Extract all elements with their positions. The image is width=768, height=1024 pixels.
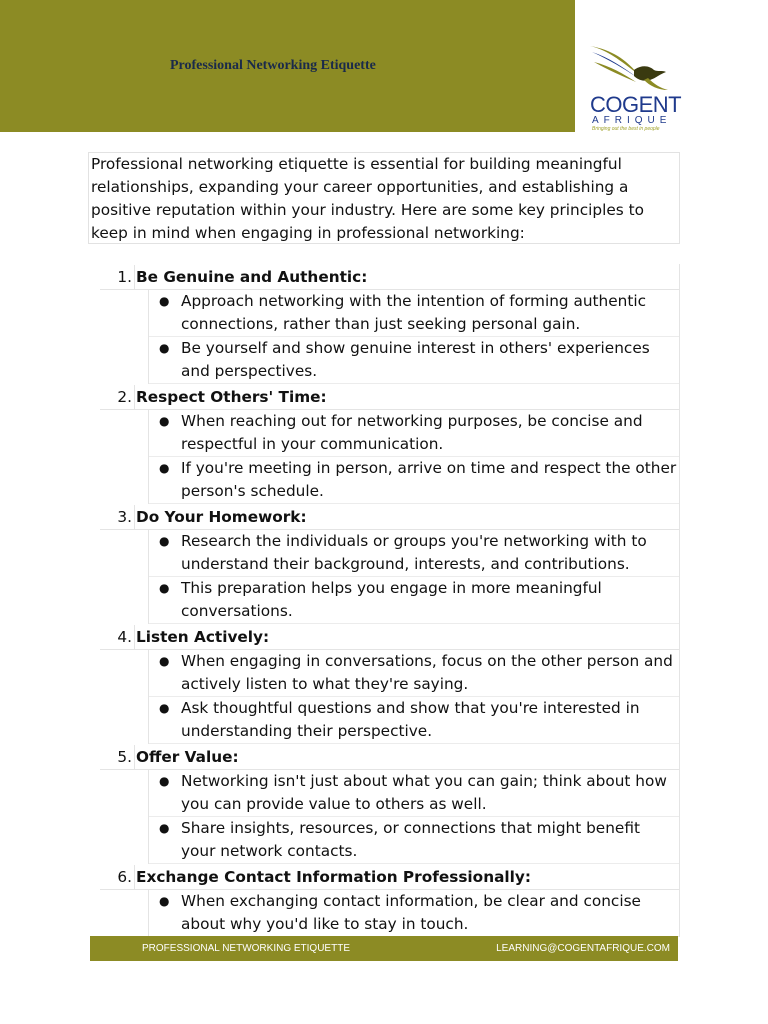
bullet-icon: ●	[159, 461, 170, 475]
bullet-icon: ●	[159, 654, 170, 668]
section-number: 1.	[117, 267, 132, 286]
header-band	[0, 0, 575, 132]
logo-tagline: Bringing out the best in people	[592, 126, 660, 132]
logo-sub: AFRIQUE	[592, 115, 672, 126]
logo-word: COGENT	[590, 92, 682, 117]
principles-list	[100, 264, 680, 937]
section-number: 4.	[117, 627, 132, 646]
section-number: 6.	[117, 867, 132, 886]
section-number: 2.	[117, 387, 132, 406]
bullet-icon: ●	[159, 774, 170, 788]
list-item: ● Networking isn't just about what you can gain; think about how you can provide value to others as well.	[149, 770, 679, 817]
section	[100, 864, 680, 937]
bird-wings-icon	[588, 40, 678, 94]
bullet-list	[148, 410, 680, 504]
bullet-icon: ●	[159, 294, 170, 308]
footer-bar	[90, 936, 678, 961]
section	[100, 384, 680, 504]
section-heading	[100, 864, 680, 890]
bullet-list	[148, 650, 680, 744]
footer-title: PROFESSIONAL NETWORKING ETIQUETTE	[142, 943, 350, 954]
section-title: Exchange Contact Information Professionally:	[134, 865, 531, 889]
section-title: Do Your Homework:	[134, 505, 307, 529]
bullet-icon: ●	[159, 581, 170, 595]
list-item: ● If you're meeting in person, arrive on time and respect the other person's schedule.	[149, 457, 679, 504]
section-title: Respect Others' Time:	[134, 385, 327, 409]
bullet-icon: ●	[159, 341, 170, 355]
section-heading	[100, 744, 680, 770]
section-heading	[100, 264, 680, 290]
intro-paragraph: Professional networking etiquette is essential for building meaningful relationships, expanding your career opportunities, and establishing a positive reputation within your industry. Here are some key principles to keep in mind when engaging in professional networking:	[88, 152, 680, 244]
bullet-icon: ●	[159, 534, 170, 548]
section-title: Listen Actively:	[134, 625, 269, 649]
section-title: Be Genuine and Authentic:	[134, 265, 367, 289]
bullet-list	[148, 770, 680, 864]
section	[100, 744, 680, 864]
bullet-icon: ●	[159, 701, 170, 715]
section-number: 5.	[117, 747, 132, 766]
bullet-icon: ●	[159, 821, 170, 835]
cogent-afrique-logo	[584, 40, 684, 135]
list-item: ● Share insights, resources, or connections that might benefit your network contacts.	[149, 817, 679, 864]
bullet-icon: ●	[159, 894, 170, 908]
bullet-list	[148, 290, 680, 384]
section-heading	[100, 624, 680, 650]
bullet-list	[148, 890, 680, 937]
list-item: ● Research the individuals or groups you're networking with to understand their background, interests, and contributions.	[149, 530, 679, 577]
section-heading	[100, 384, 680, 410]
list-item: ● When reaching out for networking purposes, be concise and respectful in your communication.	[149, 410, 679, 457]
page-title: Professional Networking Etiquette	[170, 58, 376, 73]
list-item: ● When engaging in conversations, focus on the other person and actively listen to what they're saying.	[149, 650, 679, 697]
list-item: ● Approach networking with the intention of forming authentic connections, rather than just seeking personal gain.	[149, 290, 679, 337]
list-item: ● This preparation helps you engage in more meaningful conversations.	[149, 577, 679, 624]
bullet-list	[148, 530, 680, 624]
list-item: ● Ask thoughtful questions and show that you're interested in understanding their perspective.	[149, 697, 679, 744]
list-item: ● When exchanging contact information, be clear and concise about why you'd like to stay in touch.	[149, 890, 679, 937]
section	[100, 624, 680, 744]
section-heading	[100, 504, 680, 530]
bullet-icon: ●	[159, 414, 170, 428]
section	[100, 504, 680, 624]
section-number: 3.	[117, 507, 132, 526]
section	[100, 264, 680, 384]
section-title: Offer Value:	[134, 745, 239, 769]
list-item: ● Be yourself and show genuine interest in others' experiences and perspectives.	[149, 337, 679, 384]
footer-email: LEARNING@COGENTAFRIQUE.COM	[496, 943, 670, 954]
